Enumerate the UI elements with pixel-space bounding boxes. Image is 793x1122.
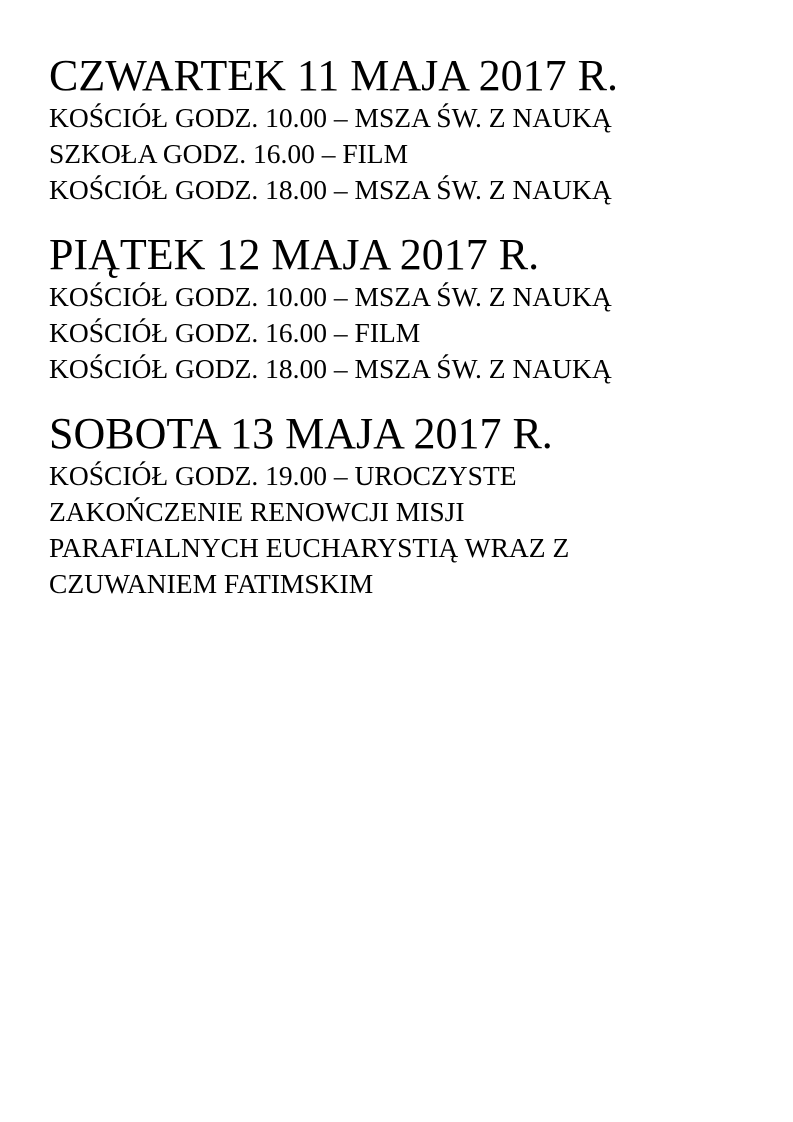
event-line: KOŚCIÓŁ GODZ. 16.00 – FILM	[49, 317, 421, 348]
day-section-friday	[49, 231, 769, 387]
day-section-saturday	[49, 410, 769, 602]
event-line: KOŚCIÓŁ GODZ. 19.00 – UROCZYSTE	[49, 460, 517, 491]
event-line: SZKOŁA GODZ. 16.00 – FILM	[49, 138, 409, 169]
event-line: PARAFIALNYCH EUCHARYSTIĄ WRAZ Z	[49, 532, 570, 563]
day-heading: SOBOTA 13 MAJA 2017 R.	[49, 409, 553, 458]
event-line: KOŚCIÓŁ GODZ. 18.00 – MSZA ŚW. Z NAUKĄ	[49, 174, 612, 205]
day-heading: PIĄTEK 12 MAJA 2017 R.	[49, 230, 540, 279]
event-line: KOŚCIÓŁ GODZ. 18.00 – MSZA ŚW. Z NAUKĄ	[49, 353, 612, 384]
event-line: KOŚCIÓŁ GODZ. 10.00 – MSZA ŚW. Z NAUKĄ	[49, 281, 612, 312]
day-heading: CZWARTEK 11 MAJA 2017 R.	[49, 51, 618, 100]
day-section-thursday	[49, 52, 769, 208]
event-line: ZAKOŃCZENIE RENOWCJI MISJI	[49, 496, 465, 527]
event-line: KOŚCIÓŁ GODZ. 10.00 – MSZA ŚW. Z NAUKĄ	[49, 102, 612, 133]
schedule-document	[49, 52, 769, 625]
event-line: CZUWANIEM FATIMSKIM	[49, 568, 374, 599]
